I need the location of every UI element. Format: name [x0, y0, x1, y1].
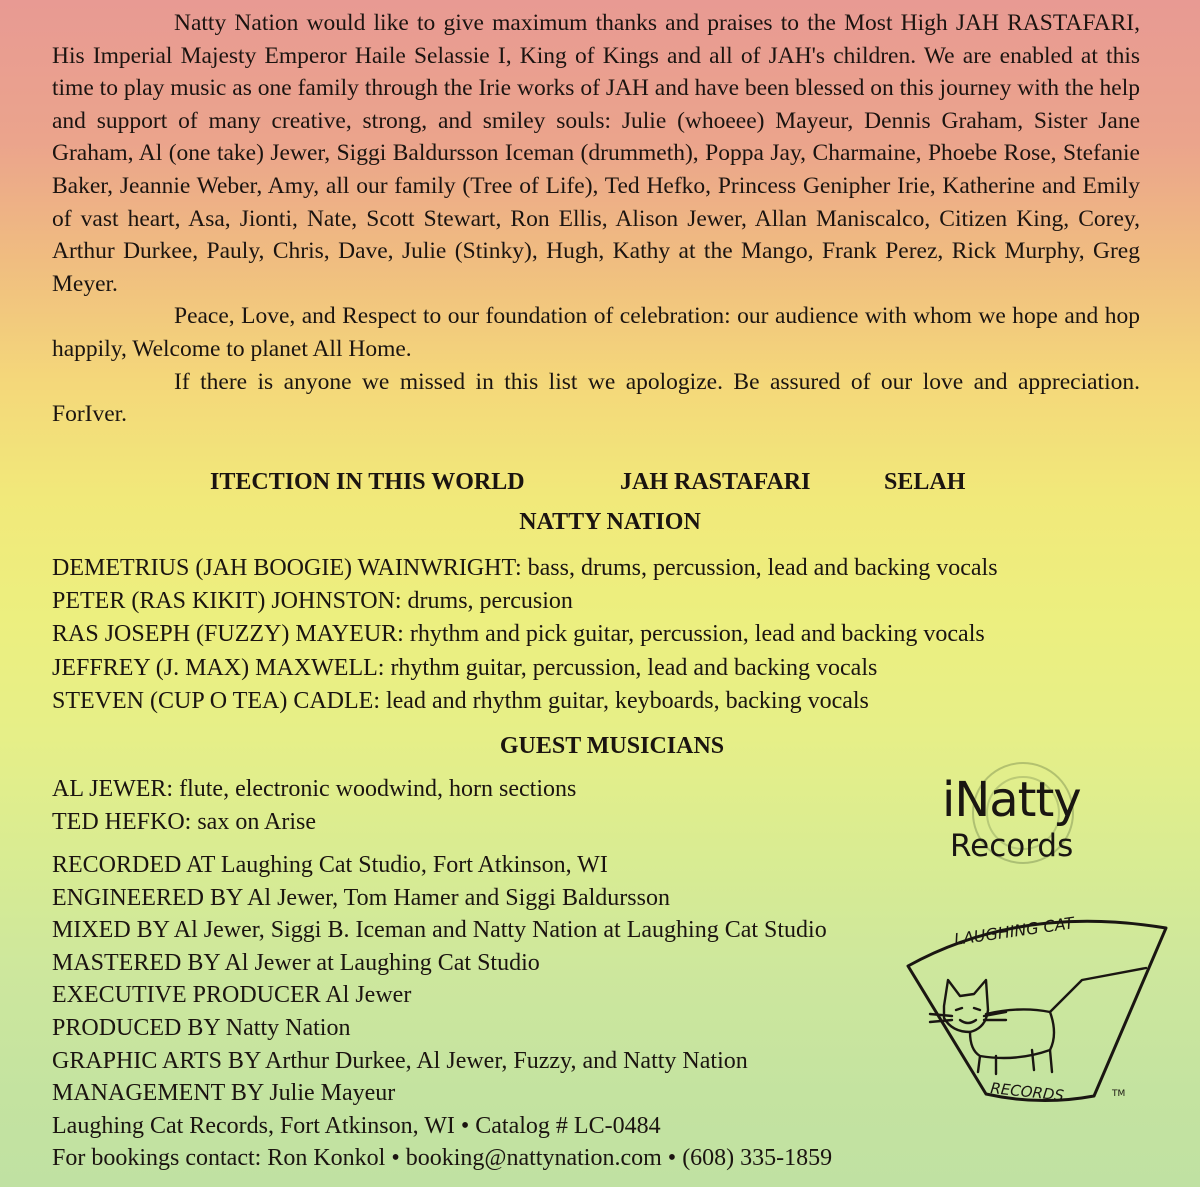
credit-mixed: MIXED BY Al Jewer, Siggi B. Iceman and Natty Nation at Laughing Cat Studio — [52, 917, 827, 944]
acknowledgements — [52, 7, 1140, 431]
credit-management: MANAGEMENT BY Julie Mayeur — [52, 1080, 396, 1107]
inatty-logo-records: Records — [950, 828, 1074, 864]
heading-block — [0, 462, 1200, 542]
credit-executive-producer: EXECUTIVE PRODUCER Al Jewer — [52, 982, 412, 1009]
guest-musicians-list — [52, 773, 576, 839]
credit-graphic-arts: GRAPHIC ARTS BY Arthur Durkee, Al Jewer, Fuzzy, and Natty Nation — [52, 1047, 748, 1074]
peace-paragraph: Peace, Love, and Respect to our foundation of celebration: our audience with whom we hope and hop happily, Welcome to planet All Home. — [52, 303, 1140, 362]
logo-top-text: LAUGHING CAT — [952, 913, 1076, 949]
guest-line: AL JEWER: flute, electronic woodwind, horn sections — [52, 776, 577, 802]
inatty-logo-word: iNatty — [942, 772, 1081, 828]
band-members-list — [52, 552, 1162, 718]
member-line: JEFFREY (J. MAX) MAXWELL: rhythm guitar, percussion, lead and backing vocals — [52, 654, 878, 681]
heading-jah-rastafari: JAH RASTAFARI — [620, 469, 811, 495]
inatty-records-logo — [924, 758, 1134, 878]
production-credits — [52, 849, 832, 1175]
logo-bottom-text: RECORDS — [989, 1079, 1065, 1105]
heading-itection: ITECTION IN THIS WORLD — [210, 469, 525, 495]
credit-mastered: MASTERED BY Al Jewer at Laughing Cat Studio — [52, 949, 540, 976]
label-catalog-line: Laughing Cat Records, Fort Atkinson, WI • Catalog # LC-0484 — [52, 1112, 661, 1139]
band-name: NATTY NATION — [519, 509, 701, 535]
credit-recorded: RECORDED AT Laughing Cat Studio, Fort Atkinson, WI — [52, 852, 608, 878]
laughing-cat-records-logo — [900, 910, 1180, 1110]
guest-musicians-heading: GUEST MUSICIANS — [499, 733, 725, 759]
booking-contact-line: For bookings contact: Ron Konkol • booking@nattynation.com • (608) 335-1859 — [52, 1145, 833, 1172]
thanks-paragraph: Natty Nation would like to give maximum thanks and praises to the Most High JAH RASTAFARI, His Imperial Majesty Emperor Haile Selassie I, King of Kings and all of JAH's children. We are enabled at this time to play music as one family through the Irie works of JAH and have been blessed on this journey with the help and support of many creative, strong, and smiley souls: Julie (whoeee) Mayeur, Dennis Graham, Sister Jane Graham, Al (one take) Jewer, Siggi Baldursson Iceman (drummeth), Poppa Jay, Charmaine, Phoebe Rose, Stefanie Baker, Jeannie Weber, Amy, all our family (Tree of Life), Ted Hefko, Princess Genipher Irie, Katherine and Emily of vast heart, Asa, Jionti, Nate, Scott Stewart, Ron Ellis, Alison Jewer, Allan Maniscalco, Citizen King, Corey, Arthur Durkee, Pauly, Chris, Dave, Julie (Stinky), Hugh, Kathy at the Mango, Frank Perez, Rick Murphy, Greg Meyer. — [52, 10, 1140, 297]
credit-engineered: ENGINEERED BY Al Jewer, Tom Hamer and Siggi Baldursson — [52, 884, 670, 911]
member-line: PETER (RAS KIKIT) JOHNSTON: drums, percusion — [52, 588, 573, 615]
trademark-mark: TM — [1112, 1089, 1126, 1099]
member-line: DEMETRIUS (JAH BOOGIE) WAINWRIGHT: bass, drums, percussion, lead and backing vocals — [52, 555, 998, 581]
heading-selah: SELAH — [884, 469, 966, 495]
guest-line: TED HEFKO: sax on Arise — [52, 809, 316, 835]
apology-paragraph: If there is anyone we missed in this list we apologize. Be assured of our love and appreciation. ForIver. — [52, 368, 1140, 428]
member-line: RAS JOSEPH (FUZZY) MAYEUR: rhythm and pick guitar, percussion, lead and backing vocals — [52, 621, 985, 648]
credit-produced: PRODUCED BY Natty Nation — [52, 1014, 351, 1041]
member-line: STEVEN (CUP O TEA) CADLE: lead and rhythm guitar, keyboards, backing vocals — [52, 687, 869, 714]
